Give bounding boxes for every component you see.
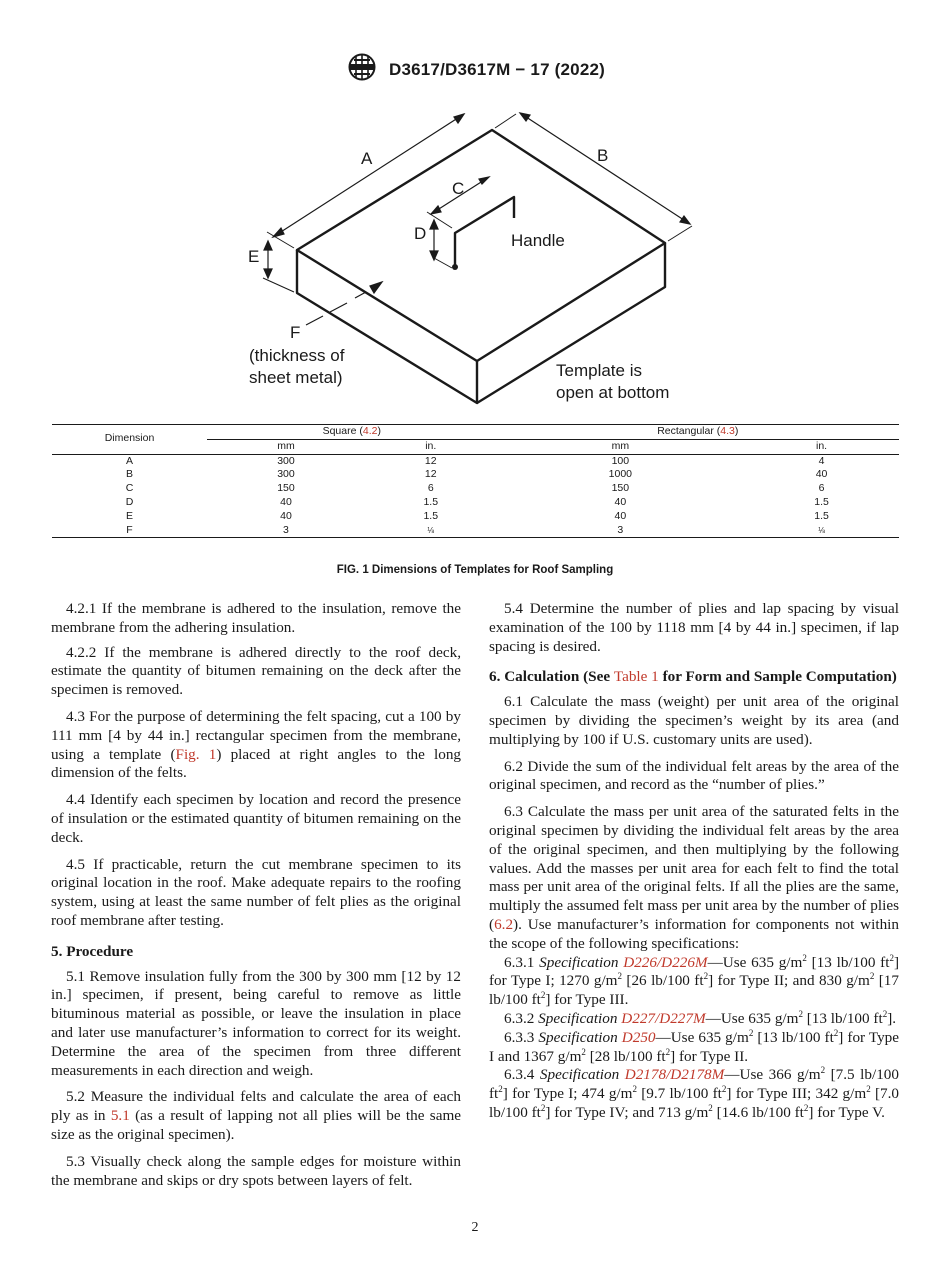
left-column [51,600,461,1198]
dimension-header: Dimension [52,425,207,455]
label-f-note-1: (thickness of [249,346,345,365]
fig-1-link[interactable]: Fig. 1 [175,745,217,763]
header [0,52,950,87]
label-handle: Handle [511,231,565,250]
ref-4-3-link[interactable]: 4.3 [720,425,735,437]
figure-1 [0,100,950,420]
square-header: Square (4.2) [207,425,497,440]
unit-header: mm [207,439,365,454]
para-6-3: 6.3 Calculate the mass per unit area of the saturated felts in the original specimen by dividing the individual felt areas by the area of the original specimen, and then multiplying by the following values. Add the masses per unit area for each felt to find the total mass per unit area of the original felts. If all the plies are the same, multiply the assumed felt mass per unit area by the number of plies (6.2). Use manufacturer’s information for components not within the scope of the following specifications: [489,803,899,952]
d2178-link[interactable]: D2178/D2178M [624,1066,725,1084]
label-a: A [361,149,373,168]
para-6-1: 6.1 Calculate the mass (weight) per unit area of the original specimen by dividing the specimen’s weight by its area (and multiplying by 100 if U.S. customary units are used). [489,693,899,748]
label-c: C [452,179,465,198]
table-row: E 40 1.5 40 1.5 [125,509,829,522]
para-4-5: 4.5 If practicable, return the cut membrane specimen to its original location in the roof. Make adequate repairs to the roofing system, using at least the same number of felt plies as the original roof membrane after testing. [51,855,461,929]
d250-link[interactable]: D250 [621,1028,656,1046]
para-4-3: 4.3 For the purpose of determining the felt spacing, cut a 100 by 111 mm [4 by 44 in.] rectangular specimen from the membrane, using a template (Fig. 1) placed at right angles to the long dimension of the felts. [51,707,462,782]
table-row: B 300 12 1000 40 [125,468,828,481]
para-6-3-1: 6.3.1 Specification D226/D226M—Use 635 $g/m^2$ [13 lb/100 $ft^2$] for Type I; 1270 $g/m^2$ [26 lb/100 $ft^2$] for Type II; and 830 $g/m^2$ [17 lb/100 $ft^2$] for Type III. [489,952,900,1009]
ref-4-2-link[interactable]: 4.2 [362,425,378,437]
d227-link[interactable]: D227/D227M [621,1009,706,1027]
label-b: B [597,146,609,165]
figure-caption: FIG. 1 Dimensions of Templates for Roof Sampling [336,564,614,576]
para-6-3-3: 6.3.3 Specification D250—Use 635 $g/m^2$ [13 lb/100 $ft^2$] for Type I and 1367 $g/m^2$ [28 lb/100 $ft^2$] for Type II. [489,1027,900,1065]
para-6-3-2: 6.3.2 Specification D227/D227M—Use 635 $g/m^2$ [13 lb/100 $ft^2$]. [504,1008,897,1027]
para-5-2: 5.2 Measure the individual felts and calculate the area of each ply as in 5.1 (as a result of lapping not all plies will be the same size as the original specimen). [51,1088,462,1143]
ref-5-1-link[interactable]: 5.1 [110,1107,130,1125]
d226-link[interactable]: D226/D226M [623,953,708,971]
unit-header: mm [497,439,745,454]
label-template-1: Template is [556,361,642,380]
astm-logo-icon [345,52,379,87]
table-1-link[interactable]: Table 1 [613,668,659,686]
label-f: F [290,323,301,342]
table-row: A 300 12 100 4 [125,454,825,467]
para-5-4: 5.4 Determine the number of plies and lap spacing by visual examination of the 100 by 1118 mm [4 by 44 in.] specimen, if lap spacing is desired. [489,600,899,655]
label-e: E [248,247,260,266]
label-d: D [414,224,427,243]
para-4-2-1: 4.2.1 If the membrane is adhered to the insulation, remove the membrane from the adhering insulation. [51,600,461,636]
handle-shape [455,197,514,266]
table-row: F 3 ⅛ 3 ⅛ [52,524,899,538]
para-5-1: 5.1 Remove insulation fully from the 300 by 300 mm [12 by 12 in.] specimen, if present, being careful to remove as little bituminous material as possible, or leave the insulation in place and later use manufacturer’s information to correct for its weight. Determine the area of the specimen from three different measurements in each direction and weigh. [51,967,461,1079]
page-number: 2 [471,1220,479,1235]
unit-header: in. [744,439,899,454]
unit-header: in. [365,439,497,454]
label-template-2: open at bottom [556,383,670,402]
table-row: C 150 6 150 6 [125,482,825,495]
section-5-heading: 5. Procedure [51,942,134,960]
section-6-heading: 6. Calculation (See Table 1 for Form and Sample Computation) [489,668,897,686]
para-6-3-4: 6.3.4 Specification D2178/D2178M—Use 366 $g/m^2$ [7.5 lb/100 $ft^2$] for Type I; 474 $g/m^2$ [9.7 lb/100 $ft^2$] for Type III; 342 $g/m^2$ [7.0 lb/100 $ft^2$] for Type IV; and 713 $g/m^2$ [14.6 lb/100 $ft^2$] for Type V. [489,1065,899,1121]
right-column [489,600,899,1123]
document-designation: D3617/D3617M − 17 (2022) [388,59,606,79]
table-row: D 40 1.5 40 1.5 [125,495,829,508]
para-6-2: 6.2 Divide the sum of the individual felt areas by the area of the original specimen, and record as the “number of plies.” [489,757,899,794]
para-5-3: 5.3 Visually check along the sample edges for moisture within the membrane and skips or dry spots between layers of felt. [51,1152,461,1189]
rectangular-header: Rectangular (4.3) [497,425,899,440]
dimensions-table [52,424,899,538]
para-4-4: 4.4 Identify each specimen by location and record the presence of insulation or the estimated quantity of bitumen remaining on the deck. [51,791,461,846]
para-4-2-2: 4.2.2 If the membrane is adhered directly to the roof deck, estimate the quantity of bitumen remaining on the deck after the specimen is removed. [51,643,461,699]
label-f-note-2: sheet metal) [249,368,343,387]
ref-6-2-link[interactable]: 6.2 [494,915,514,933]
